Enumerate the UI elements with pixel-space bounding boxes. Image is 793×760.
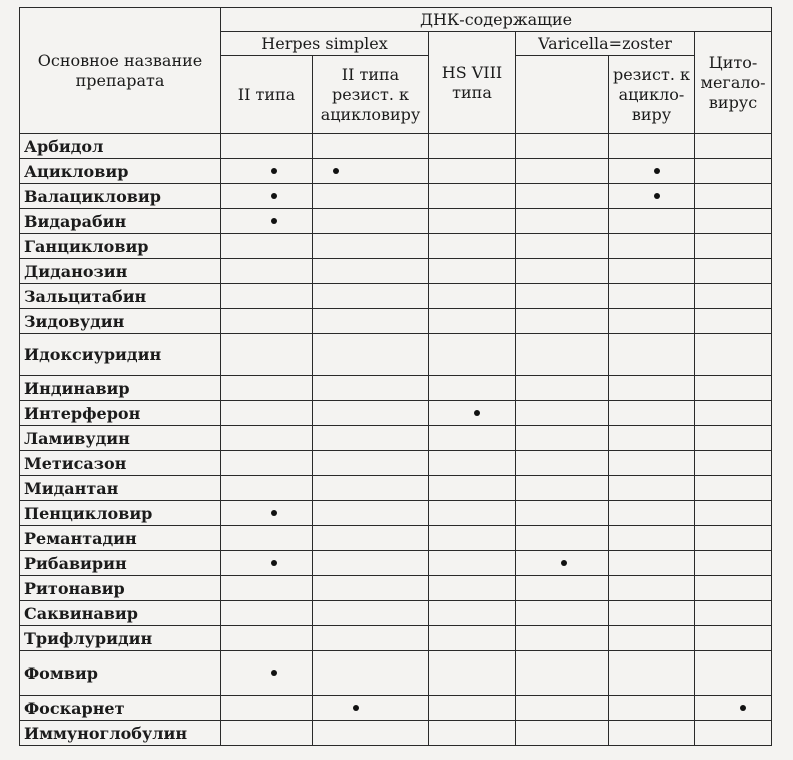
mark-cell (695, 626, 772, 651)
mark-cell (429, 234, 516, 259)
table-row (20, 526, 772, 551)
mark-cell (429, 426, 516, 451)
table-row (20, 626, 772, 651)
drug-name: Фоскарнет (20, 696, 221, 721)
table-row (20, 309, 772, 334)
active-mark (474, 410, 480, 416)
vz2-header: резист. к ацикло-виру (609, 56, 695, 134)
hs8-header: HS VIII типа (429, 32, 516, 134)
mark-cell (516, 696, 609, 721)
drug-name: Арбидол (20, 134, 221, 159)
mark-cell (221, 626, 313, 651)
hs1-header: II типа (221, 56, 313, 134)
mark-cell (516, 626, 609, 651)
mark-cell (609, 451, 695, 476)
active-mark (271, 560, 277, 566)
mark-cell (429, 209, 516, 234)
mark-cell (313, 501, 429, 526)
mark-cell (516, 259, 609, 284)
drug-name: Пенцикловир (20, 501, 221, 526)
mark-cell (221, 651, 313, 696)
active-mark (271, 168, 277, 174)
drug-name-header: Основное название препарата (20, 8, 221, 134)
mark-cell (516, 551, 609, 576)
active-mark (333, 168, 339, 174)
mark-cell (221, 721, 313, 746)
table-row (20, 209, 772, 234)
mark-cell (221, 451, 313, 476)
mark-cell (429, 451, 516, 476)
mark-cell (429, 501, 516, 526)
mark-cell (695, 284, 772, 309)
drug-name: Индинавир (20, 376, 221, 401)
mark-cell (429, 476, 516, 501)
mark-cell (516, 721, 609, 746)
drug-name: Ганцикловир (20, 234, 221, 259)
mark-cell (221, 184, 313, 209)
mark-cell (516, 651, 609, 696)
drug-name: Зидовудин (20, 309, 221, 334)
mark-cell (313, 426, 429, 451)
drug-name: Зальцитабин (20, 284, 221, 309)
mark-cell (609, 626, 695, 651)
mark-cell (695, 401, 772, 426)
mark-cell (516, 451, 609, 476)
mark-cell (695, 551, 772, 576)
active-mark (271, 218, 277, 224)
mark-cell (609, 259, 695, 284)
mark-cell (429, 401, 516, 426)
mark-cell (695, 426, 772, 451)
table-row (20, 476, 772, 501)
mark-cell (313, 259, 429, 284)
mark-cell (313, 134, 429, 159)
mark-cell (516, 426, 609, 451)
mark-cell (516, 526, 609, 551)
mark-cell (695, 576, 772, 601)
mark-cell (429, 696, 516, 721)
mark-cell (695, 309, 772, 334)
mark-cell (221, 259, 313, 284)
mark-cell (313, 626, 429, 651)
mark-cell (221, 601, 313, 626)
mark-cell (609, 576, 695, 601)
drug-name: Идоксиуридин (20, 334, 221, 376)
mark-cell (695, 234, 772, 259)
mark-cell (516, 234, 609, 259)
mark-cell (609, 134, 695, 159)
mark-cell (609, 309, 695, 334)
mark-cell (429, 376, 516, 401)
mark-cell (221, 696, 313, 721)
active-mark (353, 705, 359, 711)
drug-name: Валацикловир (20, 184, 221, 209)
table-row (20, 576, 772, 601)
mark-cell (516, 284, 609, 309)
drug-name: Саквинавир (20, 601, 221, 626)
mark-cell (429, 309, 516, 334)
drug-name: Ремантадин (20, 526, 221, 551)
mark-cell (429, 134, 516, 159)
mark-cell (313, 209, 429, 234)
drug-name: Диданозин (20, 259, 221, 284)
active-mark (271, 670, 277, 676)
table-row (20, 234, 772, 259)
drug-name: Интерферон (20, 401, 221, 426)
table-row (20, 426, 772, 451)
mark-cell (609, 159, 695, 184)
mark-cell (516, 309, 609, 334)
mark-cell (221, 376, 313, 401)
table-row (20, 334, 772, 376)
mark-cell (429, 159, 516, 184)
mark-cell (221, 134, 313, 159)
drug-name: Ацикловир (20, 159, 221, 184)
mark-cell (221, 576, 313, 601)
mark-cell (609, 401, 695, 426)
mark-cell (516, 334, 609, 376)
mark-cell (221, 476, 313, 501)
table-row (20, 451, 772, 476)
mark-cell (429, 184, 516, 209)
active-mark (654, 168, 660, 174)
table-row (20, 551, 772, 576)
mark-cell (221, 551, 313, 576)
mark-cell (609, 476, 695, 501)
active-mark (271, 510, 277, 516)
mark-cell (516, 376, 609, 401)
mark-cell (429, 284, 516, 309)
mark-cell (221, 526, 313, 551)
mark-cell (516, 401, 609, 426)
mark-cell (695, 376, 772, 401)
drug-name: Фомвир (20, 651, 221, 696)
mark-cell (313, 309, 429, 334)
mark-cell (221, 426, 313, 451)
mark-cell (695, 526, 772, 551)
dna-header: ДНК-содержащие (221, 8, 772, 32)
mark-cell (429, 334, 516, 376)
mark-cell (429, 259, 516, 284)
hs2-header: II типа резист. к ацикловиру (313, 56, 429, 134)
mark-cell (221, 284, 313, 309)
mark-cell (695, 259, 772, 284)
mark-cell (609, 376, 695, 401)
mark-cell (429, 721, 516, 746)
active-mark (740, 705, 746, 711)
mark-cell (516, 476, 609, 501)
mark-cell (313, 576, 429, 601)
mark-cell (695, 134, 772, 159)
mark-cell (609, 501, 695, 526)
mark-cell (221, 309, 313, 334)
cmv-header: Цито-мегало-вирус (695, 32, 772, 134)
mark-cell (313, 601, 429, 626)
mark-cell (516, 209, 609, 234)
mark-cell (313, 721, 429, 746)
mark-cell (695, 334, 772, 376)
mark-cell (516, 159, 609, 184)
drug-name: Трифлуридин (20, 626, 221, 651)
mark-cell (313, 651, 429, 696)
mark-cell (313, 184, 429, 209)
table-row (20, 184, 772, 209)
mark-cell (609, 234, 695, 259)
table-row (20, 284, 772, 309)
drug-name: Видарабин (20, 209, 221, 234)
table-row (20, 376, 772, 401)
vz1-header (516, 56, 609, 134)
table-row (20, 259, 772, 284)
drug-name: Метисазон (20, 451, 221, 476)
varicella-header: Varicella=zoster (516, 32, 695, 56)
mark-cell (313, 401, 429, 426)
mark-cell (313, 476, 429, 501)
drug-name: Иммуноглобулин (20, 721, 221, 746)
drug-name: Мидантан (20, 476, 221, 501)
mark-cell (313, 376, 429, 401)
active-mark (561, 560, 567, 566)
mark-cell (221, 209, 313, 234)
mark-cell (313, 451, 429, 476)
drug-virus-table (19, 7, 772, 746)
mark-cell (609, 284, 695, 309)
mark-cell (429, 576, 516, 601)
mark-cell (695, 601, 772, 626)
mark-cell (221, 334, 313, 376)
mark-cell (516, 601, 609, 626)
table-row (20, 651, 772, 696)
mark-cell (695, 696, 772, 721)
mark-cell (516, 576, 609, 601)
mark-cell (609, 209, 695, 234)
mark-cell (609, 334, 695, 376)
mark-cell (313, 284, 429, 309)
mark-cell (609, 551, 695, 576)
mark-cell (313, 234, 429, 259)
mark-cell (429, 526, 516, 551)
mark-cell (516, 501, 609, 526)
mark-cell (695, 184, 772, 209)
mark-cell (609, 721, 695, 746)
mark-cell (313, 696, 429, 721)
active-mark (654, 193, 660, 199)
table-row (20, 721, 772, 746)
mark-cell (429, 601, 516, 626)
mark-cell (221, 401, 313, 426)
table-row (20, 601, 772, 626)
herpes-header: Herpes simplex (221, 32, 429, 56)
table-row (20, 159, 772, 184)
mark-cell (313, 159, 429, 184)
mark-cell (516, 134, 609, 159)
mark-cell (221, 234, 313, 259)
mark-cell (313, 551, 429, 576)
mark-cell (695, 451, 772, 476)
mark-cell (695, 721, 772, 746)
mark-cell (429, 626, 516, 651)
mark-cell (313, 526, 429, 551)
mark-cell (695, 501, 772, 526)
mark-cell (609, 184, 695, 209)
drug-name: Рибавирин (20, 551, 221, 576)
mark-cell (609, 601, 695, 626)
table-row (20, 401, 772, 426)
mark-cell (695, 159, 772, 184)
active-mark (271, 193, 277, 199)
mark-cell (609, 651, 695, 696)
mark-cell (695, 209, 772, 234)
table-row (20, 501, 772, 526)
mark-cell (609, 696, 695, 721)
mark-cell (516, 184, 609, 209)
table-row (20, 134, 772, 159)
mark-cell (429, 651, 516, 696)
mark-cell (609, 526, 695, 551)
mark-cell (221, 501, 313, 526)
table-row (20, 696, 772, 721)
mark-cell (313, 334, 429, 376)
mark-cell (429, 551, 516, 576)
mark-cell (609, 426, 695, 451)
drug-name: Ритонавир (20, 576, 221, 601)
mark-cell (695, 476, 772, 501)
mark-cell (695, 651, 772, 696)
mark-cell (221, 159, 313, 184)
drug-name: Ламивудин (20, 426, 221, 451)
